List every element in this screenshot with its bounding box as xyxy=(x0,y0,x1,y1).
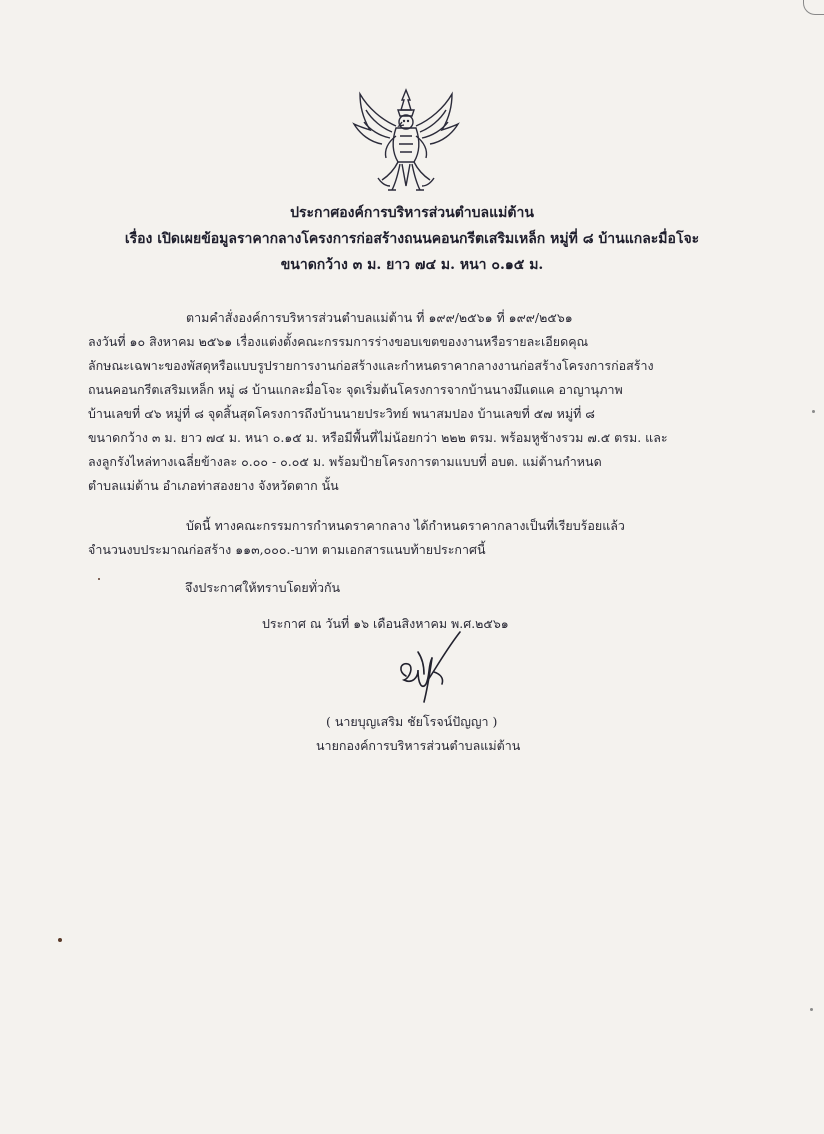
paragraph-line: ลักษณะเฉพาะของพัสดุหรือแบบรูปรายการงานก่อสร้างและกำหนดราคากลางงานก่อสร้างโครงการก่อสร้าง xyxy=(88,358,654,373)
paragraph-line: ขนาดกว้าง ๓ ม. ยาว ๗๔ ม. หนา ๐.๑๕ ม. หรือมีพื้นที่ไม่น้อยกว่า ๒๒๒ ตรม. พร้อมหูช้างรวม ๗.๕ ตรม. และ xyxy=(88,430,668,445)
paragraph-line: จำนวนงบประมาณก่อสร้าง ๑๑๓,๐๐๐.-บาท ตามเอกสารแนบท้ายประกาศนี้ xyxy=(88,542,486,557)
paragraph-line: ลงลูกรังไหล่ทางเฉลี่ยข้างละ ๐.๐๐ - ๐.๐๕ ม. พร้อมป้ายโครงการตามแบบที่ อบต. แม่ต้านกำหนด xyxy=(88,454,602,469)
paper-speck xyxy=(58,938,62,942)
paragraph-line: บัดนี้ ทางคณะกรรมการกำหนดราคากลาง ได้กำหนดราคากลางเป็นที่เรียบร้อยแล้ว xyxy=(186,518,625,533)
paper-speck xyxy=(98,578,100,580)
paragraph-line: บ้านเลขที่ ๔๖ หมู่ที่ ๘ จุดสิ้นสุดโครงการถึงบ้านนายประวิทย์ พนาสมปอง บ้านเลขที่ ๕๗ หมู่ที่ ๘ xyxy=(88,406,595,421)
paper-speck xyxy=(812,410,815,413)
paper-speck xyxy=(810,1008,813,1011)
garuda-emblem-icon xyxy=(352,86,460,198)
page-corner-mark xyxy=(803,0,824,15)
signer-name: ( นายบุญเสริม ชัยโรจน์ปัญญา ) xyxy=(326,714,498,729)
announcement-subject: เรื่อง เปิดเผยข้อมูลราคากลางโครงการก่อสร้างถนนคอนกรีตเสริมเหล็ก หมู่ที่ ๘ บ้านแกละมื่อโจะ xyxy=(124,231,700,247)
announcement-dimensions: ขนาดกว้าง ๓ ม. ยาว ๗๔ ม. หนา ๐.๑๕ ม. xyxy=(280,257,544,273)
body-paragraph-2 xyxy=(88,514,738,570)
body-paragraph-1 xyxy=(88,306,738,506)
paragraph-line: ลงวันที่ ๑๐ สิงหาคม ๒๕๖๑ เรื่องแต่งตั้งคณะกรรมการร่างขอบเขตของงานหรือรายละเอียดคุณ xyxy=(88,334,589,349)
closing-statement: จึงประกาศให้ทราบโดยทั่วกัน xyxy=(185,580,341,595)
paragraph-line: ถนนคอนกรีตเสริมเหล็ก หมู่ ๘ บ้านแกละมื่อโจะ จุดเริ่มต้นโครงการจากบ้านนางมึแดแค อาญานุภาพ xyxy=(88,382,623,397)
paragraph-line: ตามคำสั่งองค์การบริหารส่วนตำบลแม่ต้าน ที่ ๑๙๙/๒๕๖๑ ที่ ๑๙๙/๒๕๖๑ xyxy=(186,310,573,325)
handwritten-signature-icon xyxy=(388,628,478,710)
announcement-date: ประกาศ ณ วันที่ ๑๖ เดือนสิงหาคม พ.ศ.๒๕๖๑ xyxy=(262,616,509,631)
paragraph-line: ตำบลแม่ต้าน อำเภอท่าสองยาง จังหวัดตาก นั้น xyxy=(88,478,339,493)
announcement-title: ประกาศองค์การบริหารส่วนตำบลแม่ต้าน xyxy=(290,205,534,221)
signer-title: นายกองค์การบริหารส่วนตำบลแม่ต้าน xyxy=(316,738,521,753)
